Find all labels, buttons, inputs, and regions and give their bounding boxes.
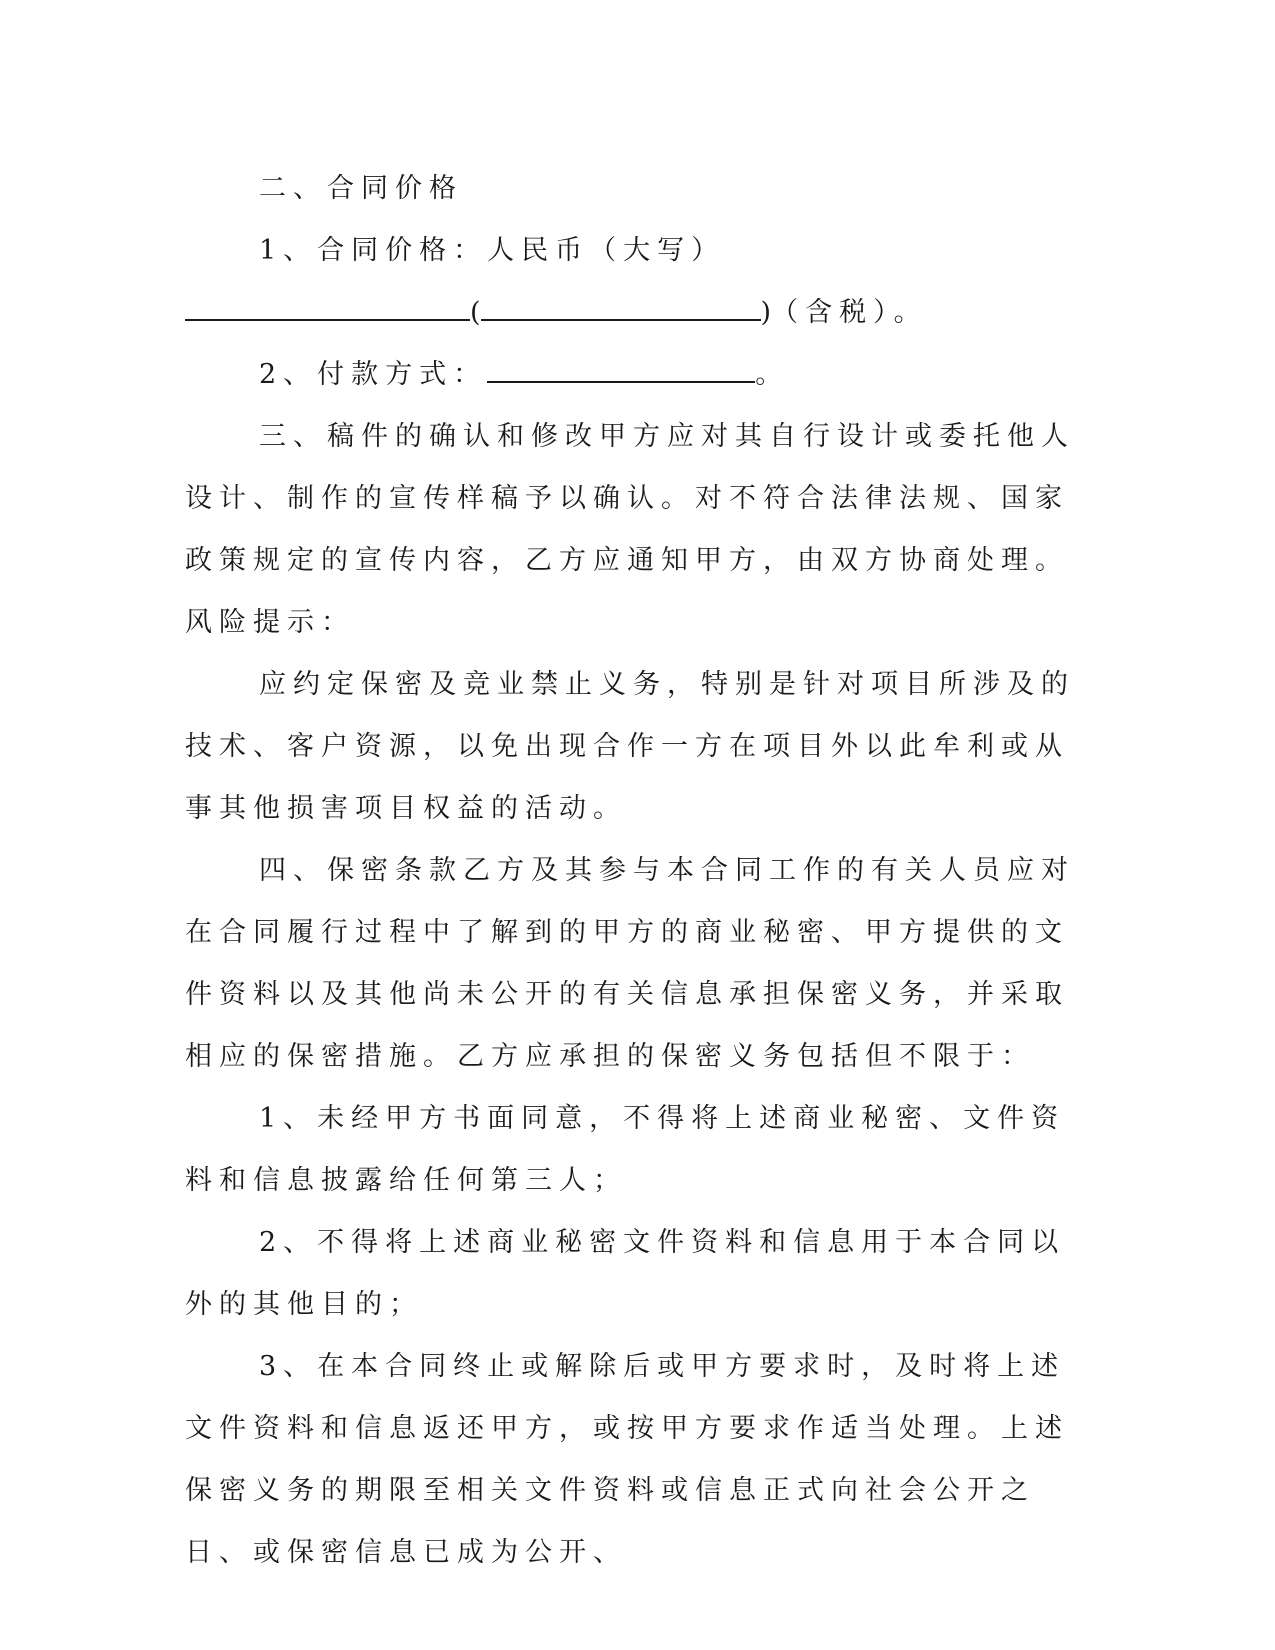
payment-method-line bbox=[185, 344, 1085, 406]
confidentiality-item-1: 1、未经甲方书面同意，不得将上述商业秘密、文件资料和信息披露给任何第三人； bbox=[185, 1103, 1066, 1196]
close-paren: ) bbox=[760, 297, 772, 328]
price-in-figures-blank bbox=[481, 293, 761, 321]
section-3-paragraph: 三、稿件的确认和修改甲方应对其自行设计或委托他人设计、制作的宣传样稿予以确认。对不符合法律法规、国家政策规定的宣传内容，乙方应通知甲方，由双方协商处理。风险提示： bbox=[185, 421, 1075, 638]
risk-notice-paragraph: 应约定保密及竞业禁止义务，特别是针对项目所涉及的技术、客户资源，以免出现合作一方在项目外以此牟利或从事其他损害项目权益的活动。 bbox=[185, 669, 1075, 824]
contract-price-label: 1、合同价格：人民币（大写） bbox=[259, 235, 726, 266]
payment-method-blank bbox=[487, 355, 755, 383]
payment-method-label: 2、付款方式： bbox=[259, 359, 488, 390]
contract-body bbox=[185, 158, 1085, 1584]
section-2-heading: 二、合同价格 bbox=[259, 173, 463, 204]
open-paren: ( bbox=[470, 297, 481, 328]
payment-method-end: 。 bbox=[755, 359, 790, 390]
confidentiality-item-2: 2、不得将上述商业秘密文件资料和信息用于本合同以外的其他目的； bbox=[185, 1227, 1066, 1320]
section-4-paragraph: 四、保密条款乙方及其参与本合同工作的有关人员应对在合同履行过程中了解到的甲方的商业秘密、甲方提供的文件资料以及其他尚未公开的有关信息承担保密义务，并采取相应的保密措施。乙方应承担的保密义务包括但不限于： bbox=[185, 855, 1075, 1072]
tax-included-note: （含税）。 bbox=[771, 297, 928, 328]
confidentiality-item-3: 3、在本合同终止或解除后或甲方要求时，及时将上述文件资料和信息返还甲方，或按甲方要求作适当处理。上述保密义务的期限至相关文件资料或信息正式向社会公开之日、或保密信息已成为公开、 bbox=[185, 1351, 1069, 1568]
contract-price-blanks bbox=[185, 282, 1085, 344]
price-in-words-blank bbox=[185, 293, 470, 321]
